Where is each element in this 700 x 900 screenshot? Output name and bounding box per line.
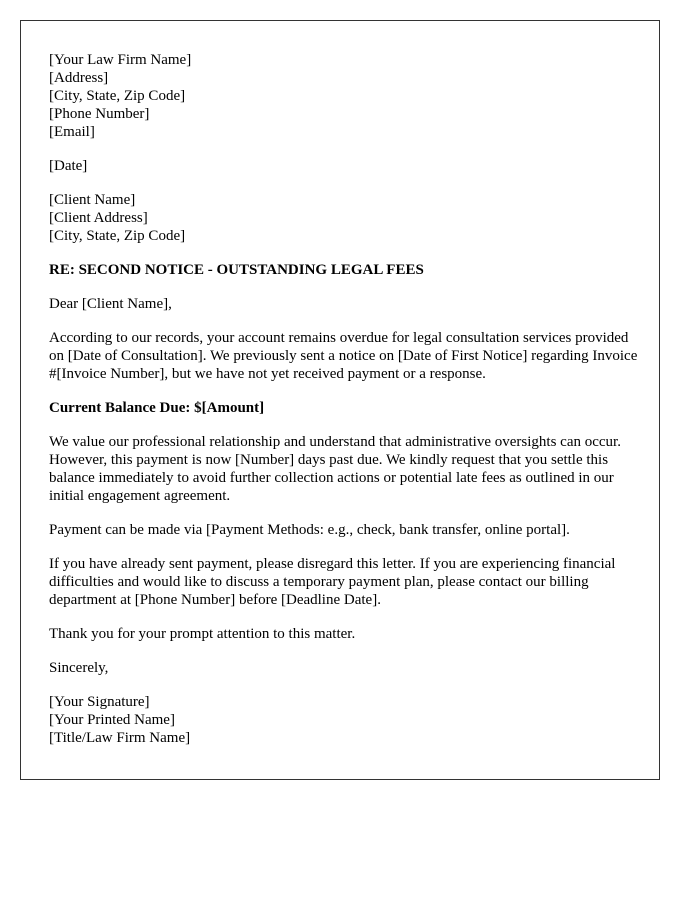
balance-due: Current Balance Due: $[Amount]	[49, 400, 265, 416]
sender-phone: [Phone Number]	[49, 106, 150, 122]
sender-email: [Email]	[49, 124, 95, 140]
paragraph-request: We value our professional relationship and understand that administrative oversights can occur. However, this payment is now [Number] days past due. We kindly request that you settle this balance immediately to avoid further collection actions or potential late fees as outlined in our initial engagement agreement.	[49, 434, 621, 504]
recipient-name: [Client Name]	[49, 192, 136, 208]
paragraph-overdue: According to our records, your account remains overdue for legal consultation services provided on [Date of Consultation]. We previously sent a notice on [Date of First Notice] regarding Invoice #[Invoice Number], but we have not yet received payment or a response.	[49, 330, 638, 382]
closing: Sincerely,	[49, 660, 109, 676]
subject-line: RE: SECOND NOTICE - OUTSTANDING LEGAL FEES	[49, 262, 424, 278]
paragraph-disregard: If you have already sent payment, please disregard this letter. If you are experiencing financial difficulties and would like to discuss a temporary payment plan, please contact our billing department at [Phone Number] before [Deadline Date].	[49, 556, 616, 608]
sender-address: [Address]	[49, 70, 109, 86]
recipient-address: [Client Address]	[49, 210, 148, 226]
letter-document	[20, 20, 660, 780]
signature-block	[49, 693, 639, 747]
paragraph-payment-methods: Payment can be made via [Payment Methods: e.g., check, bank transfer, online portal].	[49, 522, 570, 538]
recipient-address-block	[49, 191, 639, 245]
recipient-city: [City, State, Zip Code]	[49, 228, 186, 244]
printed-name: [Your Printed Name]	[49, 712, 175, 728]
sender-city: [City, State, Zip Code]	[49, 88, 186, 104]
sender-firm-name: [Your Law Firm Name]	[49, 52, 192, 68]
signature: [Your Signature]	[49, 694, 150, 710]
letter-date: [Date]	[49, 158, 88, 174]
paragraph-thanks: Thank you for your prompt attention to this matter.	[49, 626, 356, 642]
sender-address-block	[49, 51, 639, 141]
title-firm-name: [Title/Law Firm Name]	[49, 730, 191, 746]
salutation: Dear [Client Name],	[49, 296, 172, 312]
